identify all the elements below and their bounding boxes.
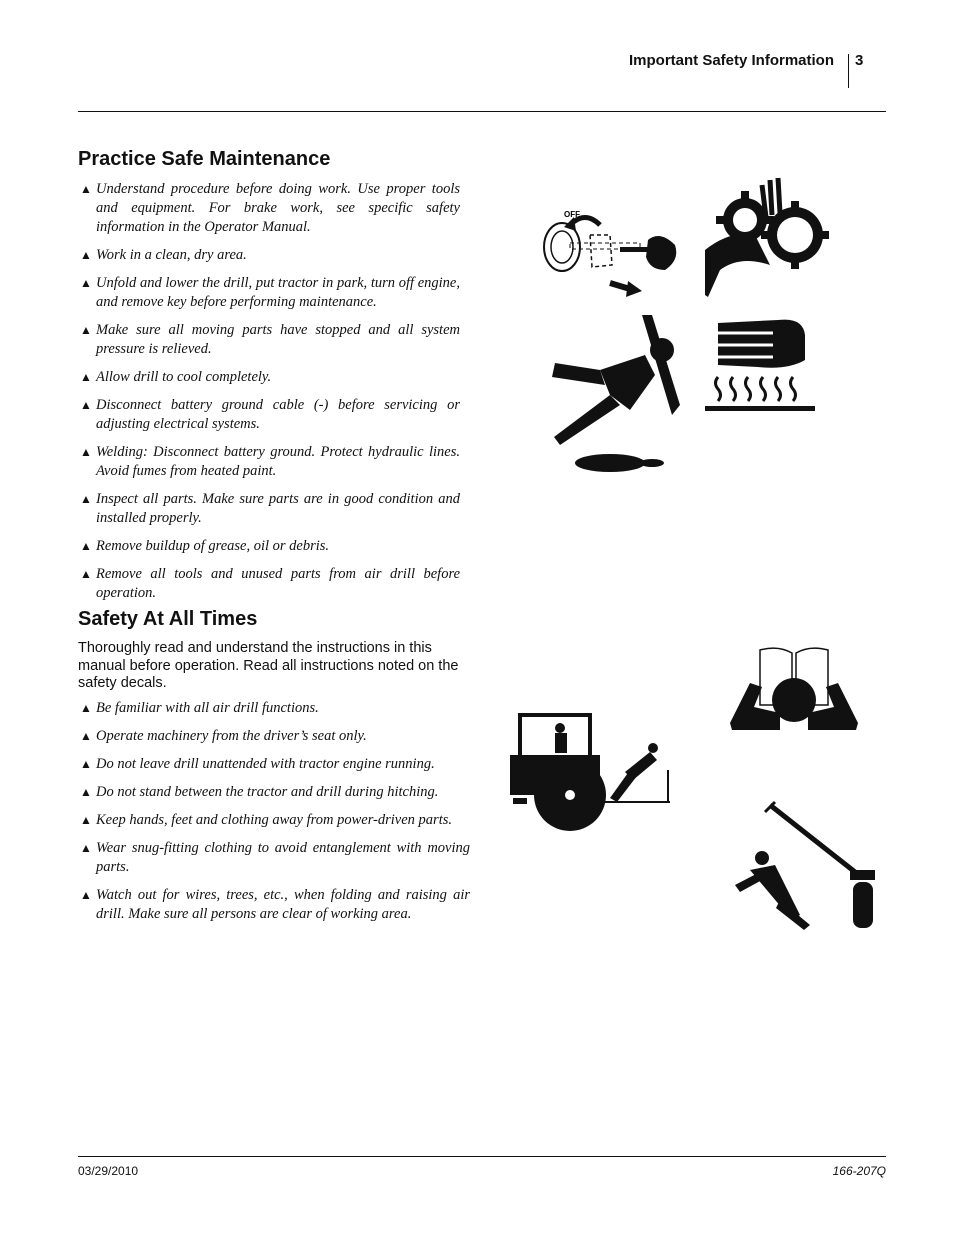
- footer-date: 03/29/2010: [78, 1164, 139, 1178]
- section-heading-safety: Safety At All Times: [78, 608, 258, 630]
- slip-fall-icon: [550, 315, 685, 480]
- section-heading-maintenance: Practice Safe Maintenance: [78, 148, 331, 170]
- list-item: ▲ Unfold and lower the drill, put tractor in park, turn off engine, and remove key before performing maintenance.: [80, 274, 460, 312]
- list-item: ▲ Work in a clean, dry area.: [80, 246, 460, 265]
- list-item: ▲ Remove all tools and unused parts from air drill before operation.: [80, 565, 460, 603]
- list-item: ▲ Wear snug-fitting clothing to avoid entanglement with moving parts.: [80, 839, 470, 877]
- key-off-icon: [540, 205, 685, 300]
- section-intro: Thoroughly read and understand the instructions in this manual before operation. Read all instructions noted on the safety decals.: [78, 640, 459, 691]
- list-item: ▲ Allow drill to cool completely.: [80, 368, 460, 387]
- hot-surface-icon: [703, 315, 818, 415]
- list-item: ▲ Operate machinery from the driver’s seat only.: [80, 727, 470, 746]
- list-item: ▲ Welding: Disconnect battery ground. Protect hydraulic lines. Avoid fumes from heated paint.: [80, 443, 460, 481]
- list-item: ▲ Understand procedure before doing work. Use proper tools and equipment. For brake work, see specific safety information in the Operator Manual.: [80, 180, 460, 237]
- read-manual-icon: [730, 645, 860, 735]
- list-item: ▲ Watch out for wires, trees, etc., when folding and raising air drill. Make sure all persons are clear of working area.: [80, 886, 470, 924]
- list-item: ▲ Do not stand between the tractor and drill during hitching.: [80, 783, 470, 802]
- maintenance-list: [80, 180, 460, 612]
- header-rule: [78, 111, 886, 112]
- tractor-hitching-icon: [505, 710, 675, 835]
- list-item: ▲ Remove buildup of grease, oil or debris.: [80, 537, 460, 556]
- overhead-hazard-icon: [730, 800, 880, 935]
- list-item: ▲ Make sure all moving parts have stopped and all system pressure is relieved.: [80, 321, 460, 359]
- page-number: 3: [855, 52, 864, 69]
- key-off-label: OFF: [564, 210, 580, 219]
- safety-list: [80, 699, 470, 933]
- list-item: ▲ Do not leave drill unattended with tractor engine running.: [80, 755, 470, 774]
- header-divider: [848, 54, 849, 88]
- list-item: ▲ Inspect all parts. Make sure parts are in good condition and installed properly.: [80, 490, 460, 528]
- gear-entanglement-icon: [700, 175, 830, 300]
- list-item: ▲ Disconnect battery ground cable (-) before servicing or adjusting electrical systems.: [80, 396, 460, 434]
- list-item: ▲ Keep hands, feet and clothing away from power-driven parts.: [80, 811, 470, 830]
- document-code: 166-207Q: [832, 1164, 886, 1178]
- list-item: ▲ Be familiar with all air drill functions.: [80, 699, 470, 718]
- footer-rule: [78, 1156, 886, 1157]
- running-header-title: Important Safety Information: [629, 52, 835, 69]
